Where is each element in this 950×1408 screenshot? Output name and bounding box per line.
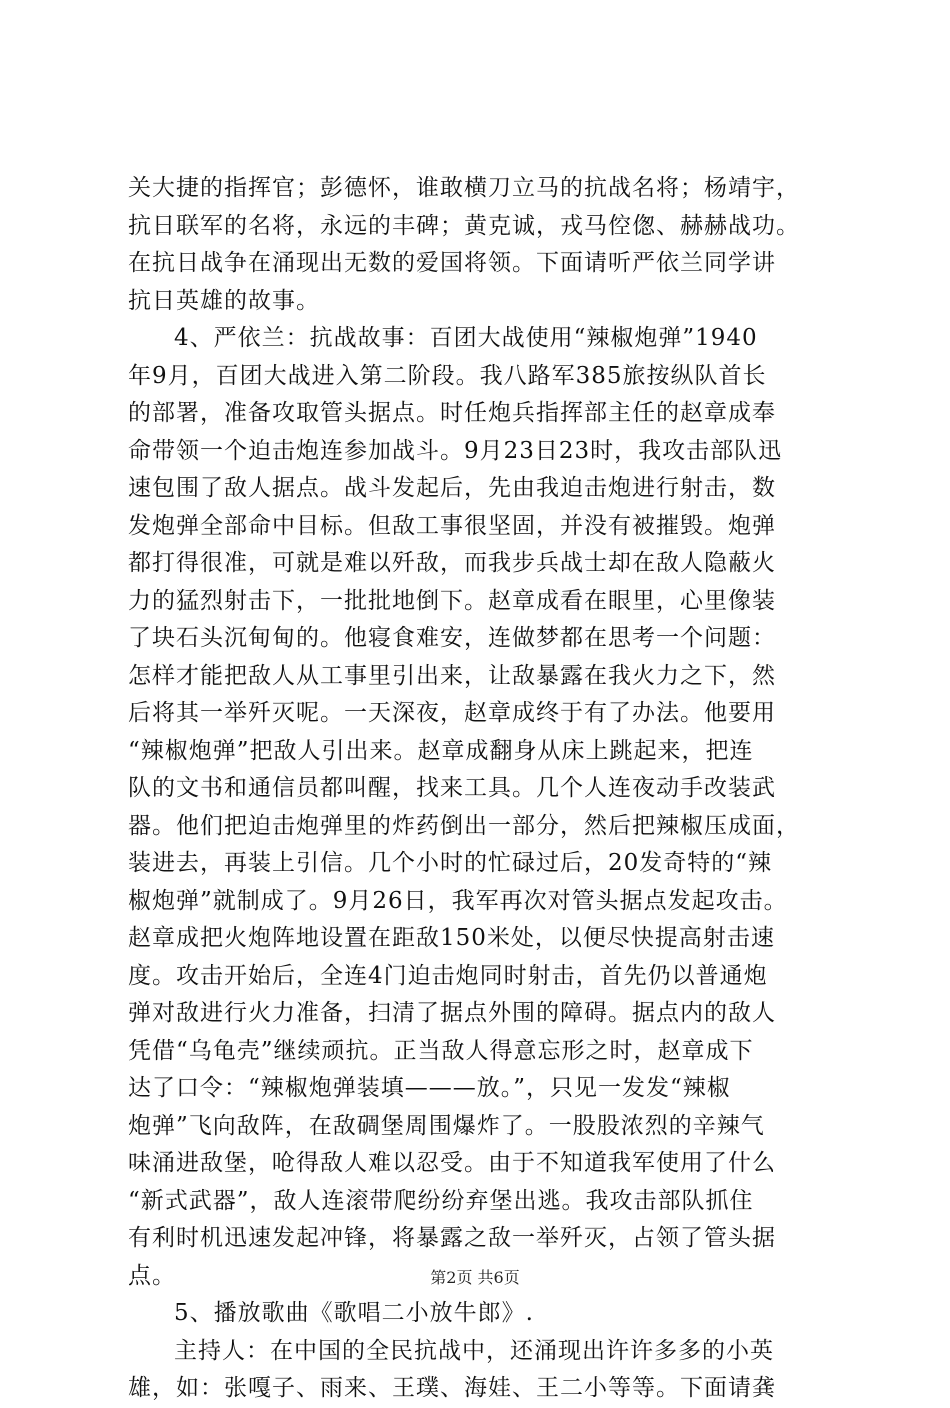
text-line: 在抗日战争在涌现出无数的爱国将领。下面请听严依兰同学讲 <box>128 250 776 276</box>
text-line: 关大捷的指挥官；彭德怀，谁敢横刀立马的抗战名将；杨靖宇， <box>128 175 800 201</box>
text-line: 队的文书和通信员都叫醒，找来工具。几个人连夜动手改装武 <box>128 775 776 801</box>
text-line: 后将其一举歼灭呢。一天深夜，赵章成终于有了办法。他要用 <box>128 700 776 726</box>
text-line: 抗日联军的名将，永远的丰碑；黄克诚，戎马倥偬、赫赫战功。 <box>128 212 800 239</box>
text-line: 点。 <box>128 1262 176 1289</box>
text-line: 了块石头沉甸甸的。他寝食难安，连做梦都在思考一个问题： <box>128 625 776 651</box>
text-line: 有利时机迅速发起冲锋，将暴露之敌一举歼灭，占领了管头据 <box>128 1225 776 1251</box>
text-line: “新式武器”，敌人连滚带爬纷纷弃堡出逃。我攻击部队抓住 <box>128 1187 754 1214</box>
text-line: 抗日英雄的故事。 <box>128 287 320 314</box>
text-line: 4、严依兰：抗战故事：百团大战使用“辣椒炮弹”1940 <box>174 325 758 351</box>
text-line: 发炮弹全部命中目标。但敌工事很坚固，并没有被摧毁。炮弹 <box>128 512 776 539</box>
text-line: 5、播放歌曲《歌唱二小放牛郎》. <box>174 1300 534 1326</box>
text-line: 都打得很准，可就是难以歼敌，而我步兵战士却在敌人隐蔽火 <box>128 550 776 576</box>
text-line: “辣椒炮弹”把敌人引出来。赵章成翻身从床上跳起来，把连 <box>128 737 754 764</box>
text-line: 味涌进敌堡，呛得敌人难以忍受。由于不知道我军使用了什么 <box>128 1150 776 1176</box>
text-line: 年9月，百团大战进入第二阶段。我八路军385旅按纵队首长 <box>128 362 767 389</box>
text-line: 命带领一个迫击炮连参加战斗。9月23日23时，我攻击部队迅 <box>128 437 783 464</box>
text-line: 度。攻击开始后，全连4门迫击炮同时射击，首先仍以普通炮 <box>128 962 768 989</box>
text-line: 主持人：在中国的全民抗战中，还涌现出许许多多的小英 <box>174 1337 774 1364</box>
text-line: 椒炮弹”就制成了。9月26日，我军再次对管头据点发起攻击。 <box>128 887 788 914</box>
text-line: 雄，如：张嘎子、雨来、王璞、海娃、王二小等等。下面请龚 <box>128 1375 776 1401</box>
text-line: 力的猛烈射击下，一批批地倒下。赵章成看在眼里，心里像装 <box>128 587 776 614</box>
body-text <box>128 170 838 1408</box>
text-line: 赵章成把火炮阵地设置在距敌150米处，以便尽快提高射击速 <box>128 925 775 951</box>
text-line: 装进去，再装上引信。几个小时的忙碌过后，20发奇特的“辣 <box>128 850 773 876</box>
text-line: 凭借“乌龟壳”继续顽抗。正当敌人得意忘形之时，赵章成下 <box>128 1037 754 1064</box>
text-line: 怎样才能把敌人从工事里引出来，让敌暴露在我火力之下，然 <box>128 662 776 689</box>
text-line: 炮弹”飞向敌阵，在敌碉堡周围爆炸了。一股股浓烈的辛辣气 <box>128 1112 765 1139</box>
text-line: 器。他们把迫击炮弹里的炸药倒出一部分，然后把辣椒压成面， <box>128 812 800 839</box>
text-line: 弹对敌进行火力准备，扫清了据点外围的障碍。据点内的敌人 <box>128 1000 776 1026</box>
page-footer: 第2页 共6页 <box>430 1268 520 1287</box>
text-line: 的部署，准备攻取管头据点。时任炮兵指挥部主任的赵章成奉 <box>128 400 776 426</box>
text-line: 达了口令：“辣椒炮弹装填———放。”，只见一发发“辣椒 <box>128 1075 731 1101</box>
text-line: 速包围了敌人据点。战斗发起后，先由我迫击炮进行射击，数 <box>128 475 776 501</box>
